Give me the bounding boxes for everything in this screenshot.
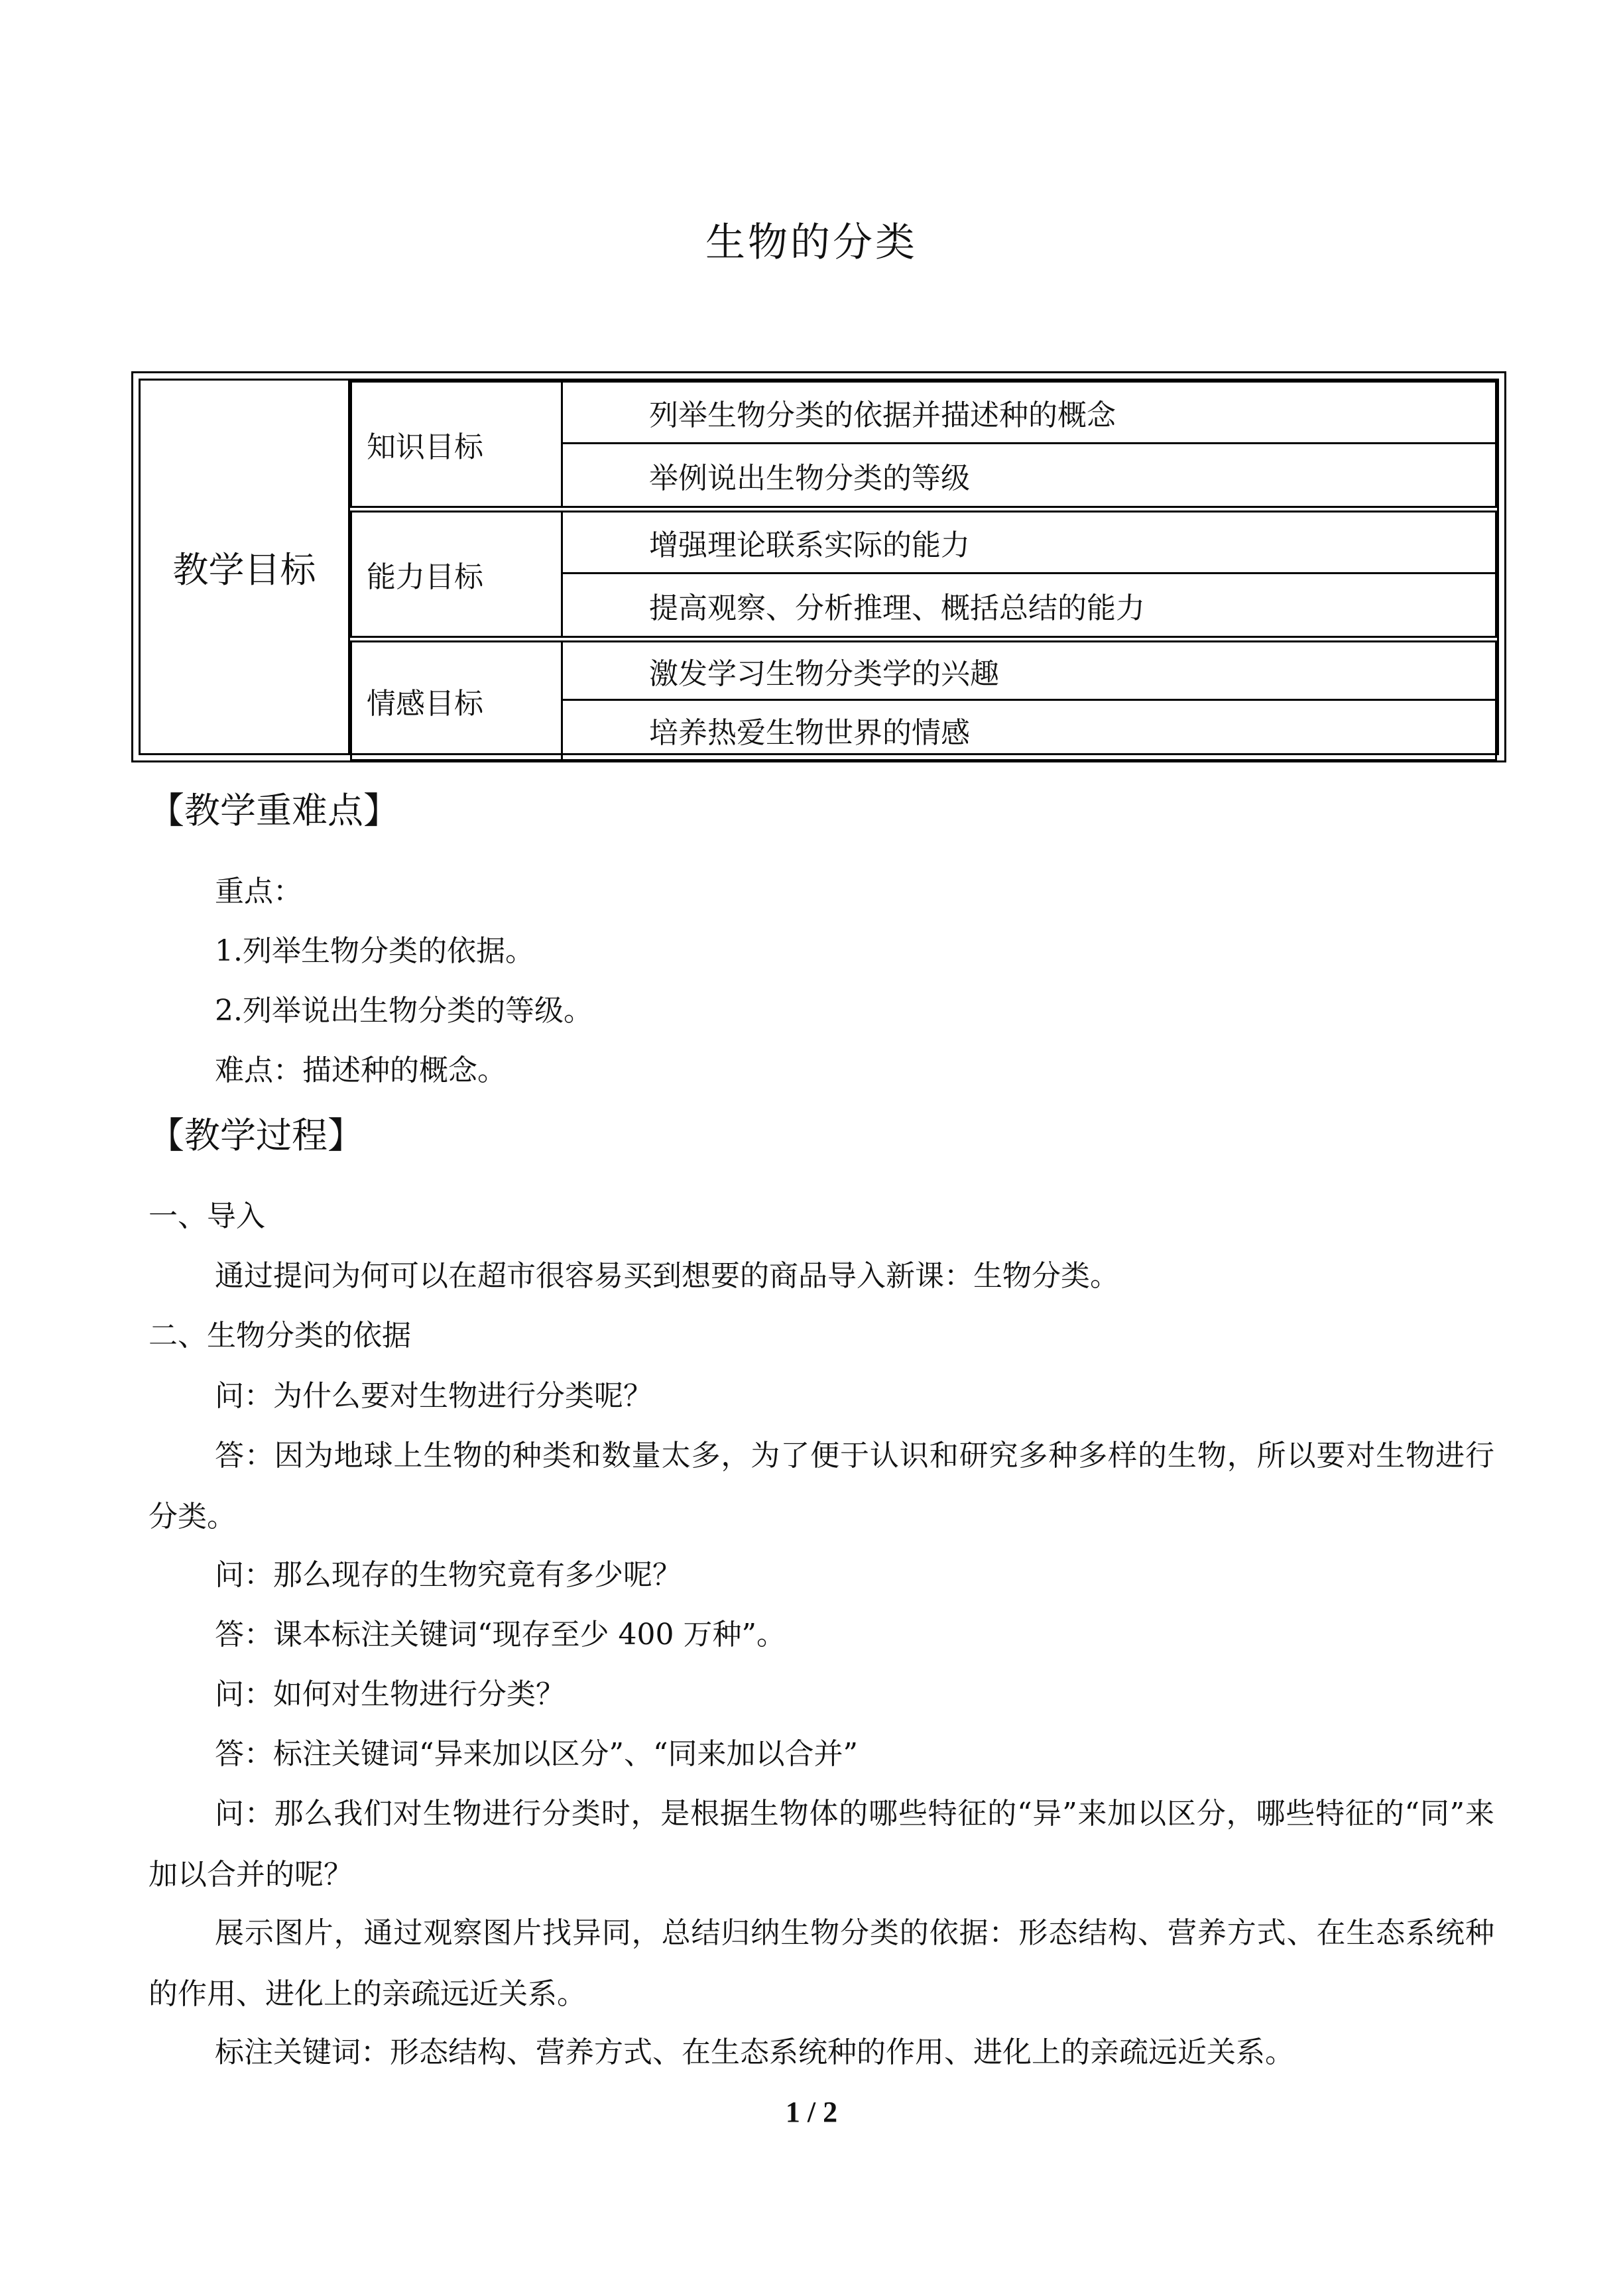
objective-item: 激发学习生物分类学的兴趣 xyxy=(563,642,1495,701)
section-title: 二、生物分类的依据 xyxy=(149,1319,411,1353)
key-point-line: 2.列举说出生物分类的等级。 xyxy=(215,994,593,1028)
paragraph: 答：课本标注关键词“现存至少 400 万种”。 xyxy=(215,1618,786,1652)
key-point-line: 1.列举生物分类的依据。 xyxy=(215,934,534,968)
objectives-table-inner xyxy=(139,379,1499,755)
objective-item: 提高观察、分析推理、概括总结的能力 xyxy=(649,591,1145,625)
paragraph: 展示图片，通过观察图片找异同，总结归纳生物分类的依据：形态结构、营养方式、在生态系统种的作用、进化上的亲疏远近关系。 xyxy=(149,1916,1494,2011)
objective-item: 增强理论联系实际的能力 xyxy=(563,513,1495,574)
key-points-heading: 【教学重难点】 xyxy=(149,790,399,831)
key-point-line: 重点： xyxy=(215,875,302,908)
objective-item: 培养热爱生物世界的情感 xyxy=(649,716,970,750)
objectives-label: 教学目标 xyxy=(141,381,350,753)
objective-group-label: 知识目标 xyxy=(352,383,563,506)
key-point-line: 难点：描述种的概念。 xyxy=(215,1054,507,1087)
document-title: 生物的分类 xyxy=(705,219,918,266)
objective-group-label: 情感目标 xyxy=(352,642,563,759)
paragraph: 答：因为地球上生物的种类和数量太多，为了便于认识和研究多种多样的生物，所以要对生物进行分类。 xyxy=(149,1439,1494,1534)
process-heading: 【教学过程】 xyxy=(149,1115,363,1156)
objective-item: 列举生物分类的依据并描述种的概念 xyxy=(563,383,1495,444)
paragraph: 标注关键词：形态结构、营养方式、在生态系统种的作用、进化上的亲疏远近关系。 xyxy=(215,2035,1294,2069)
page-number: 1 / 2 xyxy=(785,2096,838,2128)
objective-item: 举例说出生物分类的等级 xyxy=(649,461,970,495)
objective-group-ability xyxy=(350,511,1497,638)
objective-group-label: 能力目标 xyxy=(352,513,563,636)
section-title: 一、导入 xyxy=(149,1199,265,1233)
objectives-table xyxy=(131,371,1506,762)
paragraph: 问：那么现存的生物究竟有多少呢？ xyxy=(215,1558,682,1592)
paragraph: 答：标注关键词“异来加以区分”、“同来加以合并” xyxy=(215,1737,858,1771)
paragraph: 问：那么我们对生物进行分类时，是根据生物体的哪些特征的“异”来加以区分，哪些特征的“同”来加以合并的呢？ xyxy=(149,1797,1494,1892)
paragraph: 问：如何对生物进行分类？ xyxy=(215,1677,565,1711)
paragraph: 通过提问为何可以在超市很容易买到想要的商品导入新课：生物分类。 xyxy=(215,1259,1119,1293)
objective-group-knowledge xyxy=(350,381,1497,508)
paragraph: 问：为什么要对生物进行分类呢？ xyxy=(215,1379,652,1413)
objective-group-emotion xyxy=(350,640,1497,761)
